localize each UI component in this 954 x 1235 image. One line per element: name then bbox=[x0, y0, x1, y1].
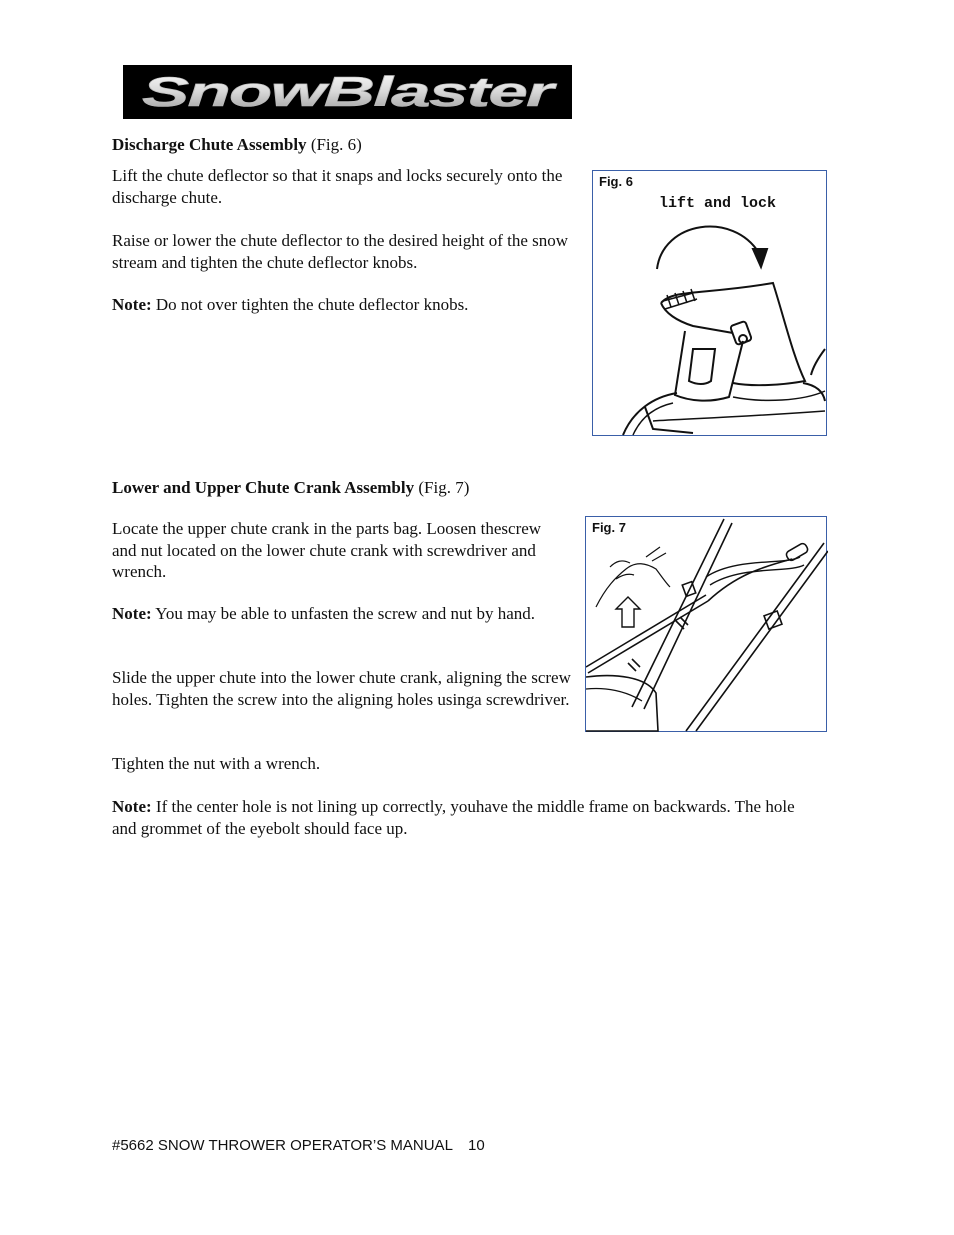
note bbox=[112, 294, 577, 316]
note-text: If the center hole is not lining up correctly, youhave the middle frame on backwards. The hole and grommet of the eyebolt should face up. bbox=[112, 797, 795, 838]
note bbox=[112, 796, 812, 839]
footer-manual-title: #5662 SNOW THROWER OPERATOR’S MANUAL bbox=[112, 1137, 453, 1154]
paragraph: Tighten the nut with a wrench. bbox=[112, 754, 321, 773]
figure-caption: lift and lock bbox=[659, 195, 777, 212]
figure-7 bbox=[585, 516, 827, 732]
heading-bold: Discharge Chute Assembly bbox=[112, 135, 307, 154]
note bbox=[112, 603, 557, 625]
figure-label: Fig. 6 bbox=[599, 174, 633, 189]
paragraph: Slide the upper chute into the lower chute crank, aligning the screw holes. Tighten the screw into the aligning holes usinga screwdriver. bbox=[112, 668, 571, 709]
section-heading-chute-crank bbox=[112, 478, 469, 498]
heading-bold: Lower and Upper Chute Crank Assembly bbox=[112, 478, 415, 497]
logo-wordmark bbox=[123, 65, 572, 119]
section-heading-discharge-chute bbox=[112, 135, 362, 155]
chute-crank-illustration bbox=[586, 517, 828, 733]
note-label: Note: bbox=[112, 797, 152, 816]
logo-text: SnowBlaster bbox=[142, 68, 559, 115]
figure-6 bbox=[592, 170, 827, 436]
heading-figure-ref: (Fig. 7) bbox=[414, 478, 470, 497]
footer-page-number: 10 bbox=[468, 1137, 485, 1154]
figure-label: Fig. 7 bbox=[592, 520, 626, 535]
paragraph: Locate the upper chute crank in the parts bag. Loosen thescrew and nut located on the lower chute crank with screwdriver and wrench. bbox=[112, 519, 542, 581]
paragraph: Raise or lower the chute deflector to the desired height of the snow stream and tighten the chute deflector knobs. bbox=[112, 231, 569, 272]
paragraph: Lift the chute deflector so that it snaps and locks securely onto the discharge chute. bbox=[112, 166, 563, 207]
note-text: You may be able to unfasten the screw and nut by hand. bbox=[151, 604, 536, 623]
note-label: Note: bbox=[112, 295, 152, 314]
heading-figure-ref: (Fig. 6) bbox=[306, 135, 362, 154]
note-label: Note: bbox=[112, 604, 152, 623]
brand-logo bbox=[123, 65, 572, 119]
note-text: Do not over tighten the chute deflector knobs. bbox=[151, 295, 469, 314]
